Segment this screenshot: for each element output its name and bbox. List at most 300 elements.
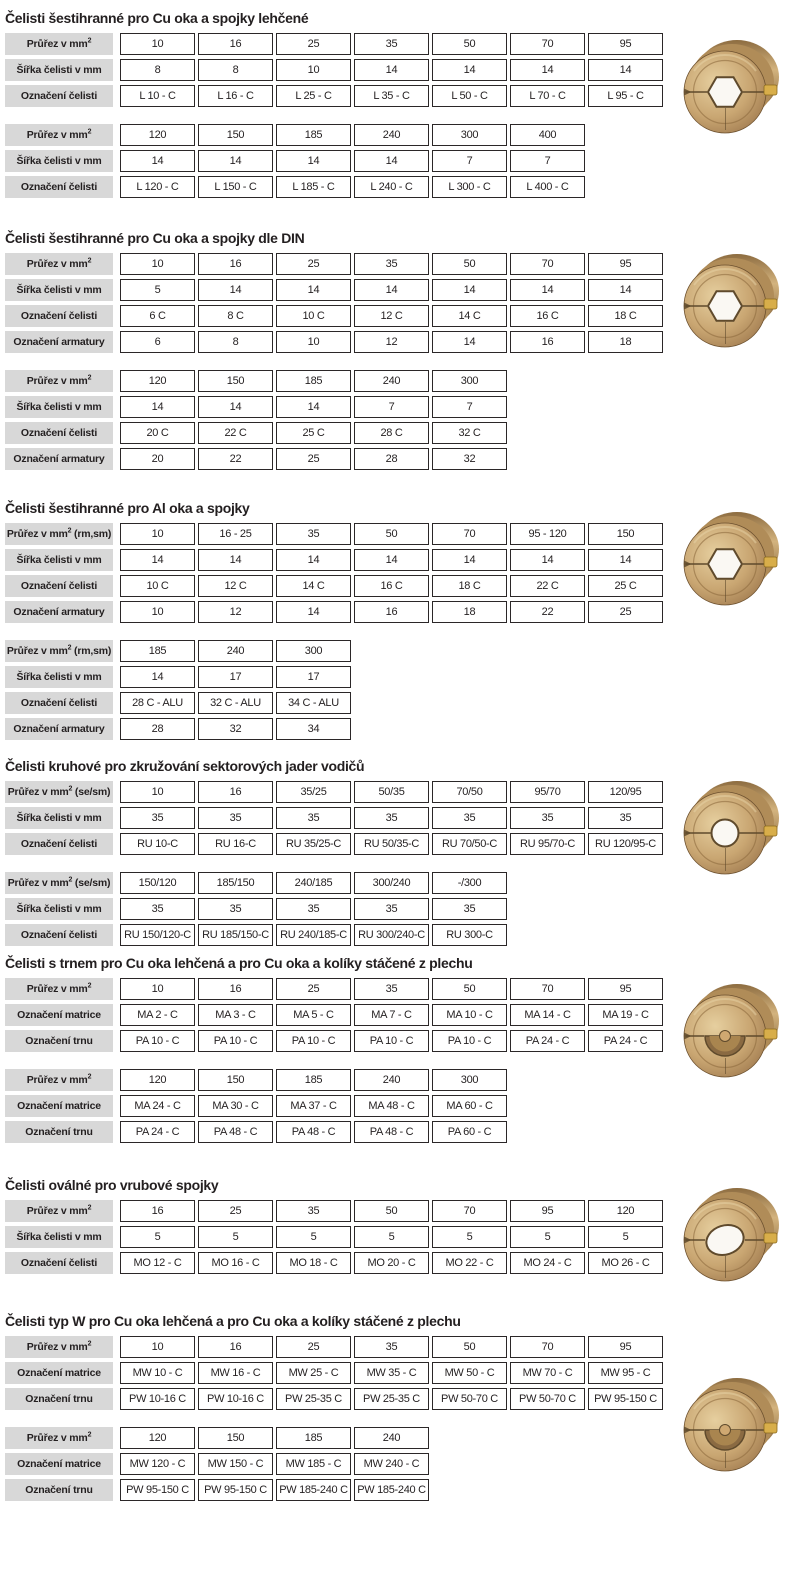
row-header-text: Šířka čelisti v mm <box>16 401 102 413</box>
row-header-suffix: (se/sm) <box>72 877 111 889</box>
table-row <box>5 370 795 392</box>
row-header-text: Průřez v mm <box>6 528 68 540</box>
row-header <box>5 1453 113 1475</box>
value-cell: RU 240/185-C <box>276 924 351 946</box>
table-row <box>5 396 795 418</box>
value-cell: 14 C <box>276 575 351 597</box>
section-title: Čelisti šestihranné pro Cu oka a spojky lehčené <box>5 10 309 26</box>
value-cell: 34 <box>276 718 351 740</box>
value-cell: 32 <box>198 718 273 740</box>
spec-table <box>5 370 795 470</box>
value-cell: 10 <box>276 59 351 81</box>
value-cell: L 120 - C <box>120 176 195 198</box>
value-cell: 50 <box>354 523 429 545</box>
value-cell: 120 <box>120 370 195 392</box>
value-cell: 185 <box>276 1427 351 1449</box>
row-header-text: Označení čelisti <box>20 427 98 439</box>
value-cell: MW 120 - C <box>120 1453 195 1475</box>
value-cell: MA 7 - C <box>354 1004 429 1026</box>
value-cell: 14 <box>198 150 273 172</box>
section-title: Čelisti typ W pro Cu oka lehčená a pro Cu oka a kolíky stáčené z plechu <box>5 1313 461 1329</box>
value-cell: 20 C <box>120 422 195 444</box>
value-cell: PW 95-150 C <box>588 1388 663 1410</box>
row-header-text: Označení čelisti <box>20 181 98 193</box>
value-cell: 32 <box>432 448 507 470</box>
value-cell: 120 <box>120 1069 195 1091</box>
row-header <box>5 978 113 1000</box>
value-cell: 10 <box>120 601 195 623</box>
value-cell: 35 <box>120 807 195 829</box>
oval-die-photo <box>679 1183 785 1291</box>
spec-table <box>5 781 795 855</box>
table-row <box>5 1069 795 1091</box>
table-row <box>5 1004 795 1026</box>
row-header-label <box>27 375 92 387</box>
value-cell: 14 <box>198 279 273 301</box>
section-5 <box>0 955 795 1147</box>
row-header-label <box>16 554 101 566</box>
value-cell: 18 C <box>432 575 507 597</box>
value-cell: 14 <box>510 549 585 571</box>
value-cell: 16 C <box>354 575 429 597</box>
value-cell: 14 <box>432 549 507 571</box>
value-cell: PW 95-150 C <box>120 1479 195 1501</box>
value-cell: 300 <box>432 1069 507 1091</box>
value-cell: 16 <box>120 1200 195 1222</box>
value-cell: MW 16 - C <box>198 1362 273 1384</box>
row-header <box>5 124 113 146</box>
row-header-label <box>17 1009 101 1021</box>
value-cell: 14 <box>510 59 585 81</box>
row-header-label <box>27 129 92 141</box>
row-header <box>5 872 113 894</box>
value-cell: 240 <box>354 1069 429 1091</box>
value-cell: 50 <box>432 253 507 275</box>
value-cell: 12 <box>198 601 273 623</box>
value-cell: 10 <box>120 978 195 1000</box>
value-cell: PW 50-70 C <box>510 1388 585 1410</box>
row-header-text: Označení armatury <box>13 723 105 735</box>
value-cell: 25 C <box>276 422 351 444</box>
value-cell: 10 <box>120 781 195 803</box>
row-header <box>5 1362 113 1384</box>
row-header-label <box>27 38 92 50</box>
pin-die-photo <box>679 979 785 1087</box>
row-header-label <box>21 1257 97 1269</box>
spec-table <box>5 1427 795 1501</box>
section-2 <box>0 230 795 474</box>
row-header-label <box>8 786 111 798</box>
row-header-text: Šířka čelisti v mm <box>16 671 102 683</box>
row-header-text: Označení matrice <box>17 1100 101 1112</box>
value-cell: 95 <box>588 253 663 275</box>
row-header-text: Průřez v mm <box>6 645 68 657</box>
value-cell: MW 240 - C <box>354 1453 429 1475</box>
table-row <box>5 781 795 803</box>
value-cell: L 50 - C <box>432 85 507 107</box>
value-cell: 25 <box>276 33 351 55</box>
value-cell: 14 <box>510 279 585 301</box>
value-cell: 35 <box>198 807 273 829</box>
value-cell: 240 <box>354 124 429 146</box>
row-header-text: Označení čelisti <box>20 310 98 322</box>
superscript: 2 <box>87 1340 92 1348</box>
pin-die-photo <box>679 1373 785 1481</box>
value-cell: 16 <box>198 978 273 1000</box>
row-header <box>5 666 113 688</box>
table-row <box>5 1453 795 1475</box>
value-cell: 150 <box>198 124 273 146</box>
table-row <box>5 872 795 894</box>
row-header <box>5 1030 113 1052</box>
value-cell: 18 <box>432 601 507 623</box>
spec-table <box>5 640 795 740</box>
value-cell: 17 <box>198 666 273 688</box>
value-cell: 14 <box>276 601 351 623</box>
value-cell: 14 <box>588 279 663 301</box>
value-cell: 22 C <box>510 575 585 597</box>
table-row <box>5 833 795 855</box>
value-cell: 16 <box>198 1336 273 1358</box>
row-header-text: Označení čelisti <box>20 1257 98 1269</box>
section-7 <box>0 1313 795 1505</box>
value-cell: 50 <box>432 1336 507 1358</box>
superscript: 2 <box>68 785 73 793</box>
value-cell: 8 <box>120 59 195 81</box>
row-header <box>5 59 113 81</box>
table-row <box>5 1427 795 1449</box>
row-header-label <box>21 580 97 592</box>
value-cell: PW 10-16 C <box>120 1388 195 1410</box>
row-header <box>5 898 113 920</box>
value-cell: 34 C - ALU <box>276 692 351 714</box>
value-cell: 14 <box>276 549 351 571</box>
value-cell: 16 <box>198 33 273 55</box>
value-cell: 35 <box>354 33 429 55</box>
value-cell: 14 <box>354 279 429 301</box>
table-row <box>5 692 795 714</box>
row-header-label <box>27 258 92 270</box>
row-header-label <box>25 1484 92 1496</box>
table-row <box>5 601 795 623</box>
row-header-text: Označení čelisti <box>20 838 98 850</box>
value-cell: L 16 - C <box>198 85 273 107</box>
value-cell: 300 <box>432 124 507 146</box>
table-row <box>5 1226 795 1248</box>
value-cell: 35 <box>120 898 195 920</box>
row-header-label <box>16 401 101 413</box>
value-cell: 10 <box>276 331 351 353</box>
value-cell: PA 24 - C <box>120 1121 195 1143</box>
value-cell: PA 60 - C <box>432 1121 507 1143</box>
table-row <box>5 305 795 327</box>
row-header <box>5 305 113 327</box>
value-cell: RU 95/70-C <box>510 833 585 855</box>
value-cell: 10 C <box>120 575 195 597</box>
row-header-label <box>16 64 101 76</box>
value-cell: 28 <box>120 718 195 740</box>
value-cell: 28 C <box>354 422 429 444</box>
value-cell: PW 50-70 C <box>432 1388 507 1410</box>
row-header <box>5 1388 113 1410</box>
superscript: 2 <box>87 37 92 45</box>
value-cell: MW 95 - C <box>588 1362 663 1384</box>
row-header-label <box>16 671 101 683</box>
value-cell: MW 150 - C <box>198 1453 273 1475</box>
value-cell: 35 <box>354 978 429 1000</box>
spec-table <box>5 978 795 1052</box>
row-header-label <box>16 903 101 915</box>
value-cell: 14 <box>354 150 429 172</box>
value-cell: PW 25-35 C <box>354 1388 429 1410</box>
value-cell: 50 <box>432 33 507 55</box>
value-cell: 14 <box>354 59 429 81</box>
value-cell: MO 20 - C <box>354 1252 429 1274</box>
value-cell: 35 <box>276 1200 351 1222</box>
row-header-text: Průřez v mm <box>26 1205 88 1217</box>
row-header-label <box>21 310 97 322</box>
value-cell: 16 <box>198 253 273 275</box>
spec-table <box>5 1336 795 1410</box>
row-header <box>5 601 113 623</box>
value-cell: 120/95 <box>588 781 663 803</box>
section-title: Čelisti šestihranné pro Cu oka a spojky dle DIN <box>5 230 305 246</box>
row-header-suffix: (se/sm) <box>72 786 111 798</box>
table-row <box>5 422 795 444</box>
value-cell: 18 <box>588 331 663 353</box>
value-cell: 10 C <box>276 305 351 327</box>
table-row <box>5 575 795 597</box>
row-header-label <box>13 606 104 618</box>
row-header <box>5 640 113 662</box>
value-cell: 120 <box>120 1427 195 1449</box>
value-cell: 14 C <box>432 305 507 327</box>
row-header-label <box>13 453 104 465</box>
value-cell: 7 <box>432 150 507 172</box>
value-cell: PW 185-240 C <box>354 1479 429 1501</box>
value-cell: 8 C <box>198 305 273 327</box>
round-die-photo <box>679 776 785 884</box>
row-header-suffix: (rm,sm) <box>71 645 112 657</box>
row-header-label <box>21 181 97 193</box>
row-header-text: Označení trnu <box>25 1393 93 1405</box>
value-cell: 10 <box>120 33 195 55</box>
section-1 <box>0 10 795 202</box>
value-cell: 95/70 <box>510 781 585 803</box>
table-row <box>5 898 795 920</box>
table-row <box>5 1095 795 1117</box>
row-header-text: Šířka čelisti v mm <box>16 554 102 566</box>
value-cell: 50/35 <box>354 781 429 803</box>
table-row <box>5 1030 795 1052</box>
value-cell: 185/150 <box>198 872 273 894</box>
value-cell: 70/50 <box>432 781 507 803</box>
row-header-text: Šířka čelisti v mm <box>16 903 102 915</box>
value-cell: 5 <box>588 1226 663 1248</box>
value-cell: 14 <box>198 396 273 418</box>
spec-table <box>5 872 795 946</box>
superscript: 2 <box>87 1431 92 1439</box>
value-cell: 240/185 <box>276 872 351 894</box>
row-header <box>5 1479 113 1501</box>
value-cell: 16 <box>354 601 429 623</box>
value-cell: 14 <box>432 59 507 81</box>
row-header-label <box>17 1100 101 1112</box>
value-cell: MO 16 - C <box>198 1252 273 1274</box>
value-cell: 5 <box>432 1226 507 1248</box>
row-header-label <box>13 336 104 348</box>
row-header-text: Šířka čelisti v mm <box>16 812 102 824</box>
value-cell: MA 5 - C <box>276 1004 351 1026</box>
row-header-label <box>25 1035 92 1047</box>
value-cell: L 150 - C <box>198 176 273 198</box>
value-cell: 5 <box>510 1226 585 1248</box>
value-cell: 22 <box>510 601 585 623</box>
row-header-text: Průřez v mm <box>26 375 88 387</box>
value-cell: PA 48 - C <box>354 1121 429 1143</box>
table-row <box>5 448 795 470</box>
table-row <box>5 523 795 545</box>
row-header-label <box>16 155 101 167</box>
value-cell: RU 120/95-C <box>588 833 663 855</box>
row-header <box>5 1336 113 1358</box>
superscript: 2 <box>67 527 72 535</box>
value-cell: MW 35 - C <box>354 1362 429 1384</box>
value-cell: 22 C <box>198 422 273 444</box>
row-header-text: Označení čelisti <box>20 90 98 102</box>
value-cell: 14 <box>120 396 195 418</box>
value-cell: 95 <box>588 33 663 55</box>
superscript: 2 <box>87 257 92 265</box>
value-cell: 25 <box>588 601 663 623</box>
table-row <box>5 1479 795 1501</box>
value-cell: MA 19 - C <box>588 1004 663 1026</box>
row-header-text: Označení čelisti <box>20 697 98 709</box>
row-header <box>5 33 113 55</box>
value-cell: 50 <box>432 978 507 1000</box>
value-cell: PW 185-240 C <box>276 1479 351 1501</box>
row-header <box>5 1226 113 1248</box>
value-cell: 25 C <box>588 575 663 597</box>
value-cell: PA 10 - C <box>198 1030 273 1052</box>
spec-table <box>5 1200 795 1274</box>
row-header-label <box>25 1126 92 1138</box>
value-cell: RU 150/120-C <box>120 924 195 946</box>
value-cell: 35/25 <box>276 781 351 803</box>
section-4 <box>0 758 795 950</box>
row-header <box>5 781 113 803</box>
value-cell: 70 <box>432 1200 507 1222</box>
superscript: 2 <box>68 876 73 884</box>
value-cell: 95 <box>588 1336 663 1358</box>
row-header-label <box>27 983 92 995</box>
row-header-label <box>17 1458 101 1470</box>
value-cell: L 25 - C <box>276 85 351 107</box>
row-header <box>5 1069 113 1091</box>
value-cell: 70 <box>432 523 507 545</box>
table-row <box>5 1336 795 1358</box>
value-cell: 14 <box>588 59 663 81</box>
superscript: 2 <box>87 1073 92 1081</box>
row-header <box>5 807 113 829</box>
value-cell: L 35 - C <box>354 85 429 107</box>
section-title: Čelisti šestihranné pro Al oka a spojky <box>5 500 250 516</box>
value-cell: MA 2 - C <box>120 1004 195 1026</box>
row-header-text: Označení trnu <box>25 1035 93 1047</box>
value-cell: 17 <box>276 666 351 688</box>
row-header-label <box>17 1367 101 1379</box>
value-cell: 10 <box>120 253 195 275</box>
row-header <box>5 422 113 444</box>
row-header-text: Označení armatury <box>13 453 105 465</box>
table-row <box>5 331 795 353</box>
row-header-text: Průřez v mm <box>26 38 88 50</box>
spec-table <box>5 124 795 198</box>
value-cell: 35 <box>198 898 273 920</box>
table-row <box>5 150 795 172</box>
value-cell: 150 <box>588 523 663 545</box>
value-cell: 300 <box>276 640 351 662</box>
row-header <box>5 176 113 198</box>
value-cell: MA 3 - C <box>198 1004 273 1026</box>
row-header-text: Označení matrice <box>17 1458 101 1470</box>
value-cell: MA 30 - C <box>198 1095 273 1117</box>
value-cell: MA 10 - C <box>432 1004 507 1026</box>
value-cell: 35 <box>588 807 663 829</box>
row-header-label <box>21 929 97 941</box>
value-cell: 185 <box>276 124 351 146</box>
value-cell: MO 24 - C <box>510 1252 585 1274</box>
value-cell: 6 C <box>120 305 195 327</box>
value-cell: 18 C <box>588 305 663 327</box>
row-header-label <box>27 1341 92 1353</box>
value-cell: PW 95-150 C <box>198 1479 273 1501</box>
value-cell: 240 <box>354 1427 429 1449</box>
spec-table <box>5 1069 795 1143</box>
row-header-text: Průřez v mm <box>7 786 69 798</box>
value-cell: 7 <box>354 396 429 418</box>
value-cell: RU 50/35-C <box>354 833 429 855</box>
value-cell: MW 25 - C <box>276 1362 351 1384</box>
row-header-text: Průřez v mm <box>26 258 88 270</box>
table-row <box>5 924 795 946</box>
value-cell: -/300 <box>432 872 507 894</box>
value-cell: MA 37 - C <box>276 1095 351 1117</box>
row-header <box>5 1095 113 1117</box>
value-cell: 7 <box>510 150 585 172</box>
value-cell: 400 <box>510 124 585 146</box>
superscript: 2 <box>87 128 92 136</box>
row-header-text: Označení čelisti <box>20 929 98 941</box>
value-cell: 10 <box>120 523 195 545</box>
value-cell: 35 <box>510 807 585 829</box>
row-header <box>5 549 113 571</box>
value-cell: 25 <box>276 253 351 275</box>
row-header-label <box>7 528 111 540</box>
row-header-text: Označení čelisti <box>20 580 98 592</box>
value-cell: PA 10 - C <box>432 1030 507 1052</box>
value-cell: 8 <box>198 331 273 353</box>
table-row <box>5 59 795 81</box>
row-header-label <box>21 838 97 850</box>
value-cell: PA 24 - C <box>510 1030 585 1052</box>
value-cell: 14 <box>354 549 429 571</box>
row-header-label <box>27 1205 92 1217</box>
value-cell: PW 25-35 C <box>276 1388 351 1410</box>
value-cell: RU 10-C <box>120 833 195 855</box>
value-cell: 185 <box>120 640 195 662</box>
row-header-label <box>25 1393 92 1405</box>
